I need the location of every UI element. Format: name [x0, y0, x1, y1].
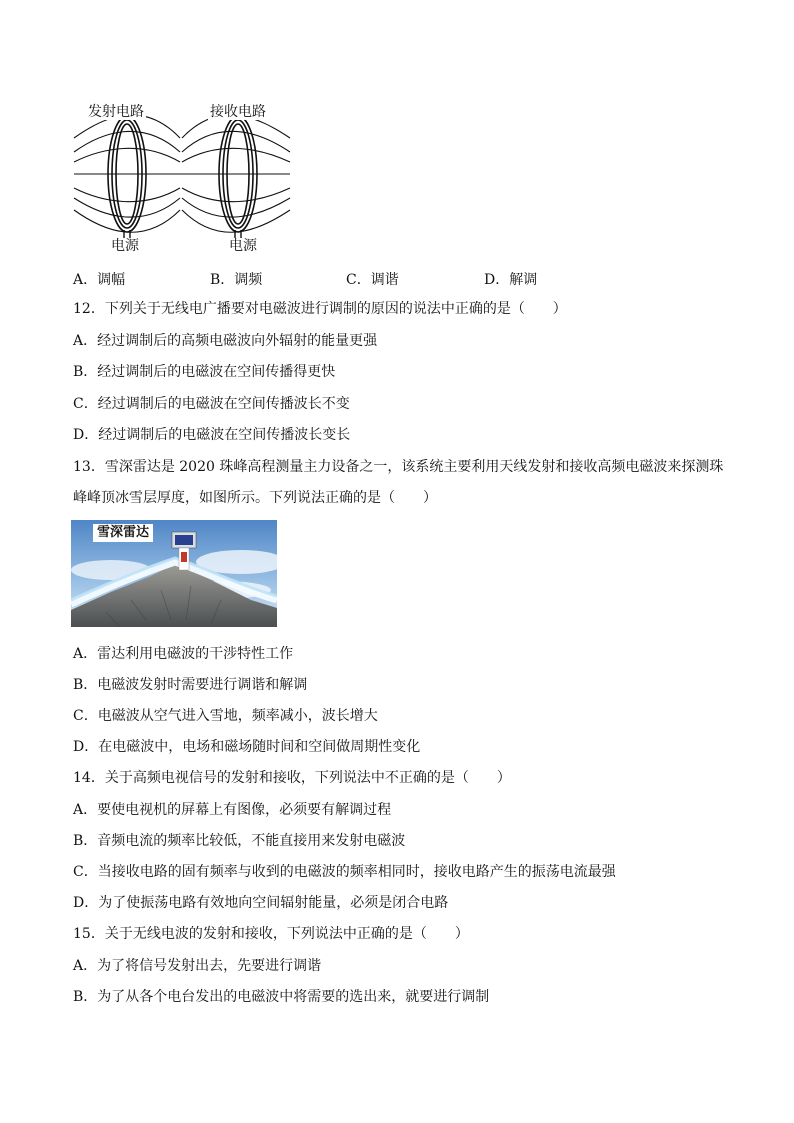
q13-option-d[interactable]: D．在电磁波中，电场和磁场随时间和空间做周期性变化 — [73, 739, 421, 755]
power-source-label-left: 电源 — [111, 238, 139, 254]
q11-option-b[interactable]: B．调频 — [210, 272, 263, 288]
q11-option-a[interactable]: A．调幅 — [73, 272, 126, 288]
q14-option-d[interactable]: D．为了使振荡电路有效地向空间辐射能量，必须是闭合电路 — [73, 895, 449, 911]
q15-option-b[interactable]: B．为了从各个电台发出的电磁波中将需要的选出来，就要进行调制 — [73, 989, 490, 1005]
q12-option-c[interactable]: C．经过调制后的电磁波在空间传播波长不变 — [73, 396, 350, 412]
transmit-circuit-label: 发射电路 — [88, 104, 144, 120]
q14-stem: 14．关于高频电视信号的发射和接收，下列说法中不正确的是（ ） — [73, 770, 511, 786]
receive-circuit-label: 接收电路 — [210, 104, 266, 120]
q11-option-c[interactable]: C．调谐 — [346, 272, 399, 288]
coil-diagram — [72, 98, 294, 258]
q12-option-b[interactable]: B．经过调制后的电磁波在空间传播得更快 — [73, 364, 336, 380]
q14-option-b[interactable]: B．音频电流的频率比较低，不能直接用来发射电磁波 — [73, 833, 406, 849]
coil-circuit-figure — [72, 98, 294, 258]
q15-option-a[interactable]: A．为了将信号发射出去，先要进行调谐 — [73, 958, 322, 974]
q11-options — [73, 269, 593, 287]
q13-stem-line2: 峰峰顶冰雪层厚度，如图所示。下列说法正确的是（ ） — [73, 490, 437, 506]
q12-option-a[interactable]: A．经过调制后的高频电磁波向外辐射的能量更强 — [73, 333, 378, 349]
q15-stem: 15．关于无线电波的发射和接收，下列说法中正确的是（ ） — [73, 926, 469, 942]
q13-option-b[interactable]: B．电磁波发射时需要进行调谐和解调 — [73, 677, 308, 693]
power-source-label-right: 电源 — [229, 238, 257, 254]
q12-stem: 12．下列关于无线电广播要对电磁波进行调制的原因的说法中正确的是（ ） — [73, 301, 567, 317]
q13-option-a[interactable]: A．雷达利用电磁波的干涉特性工作 — [73, 646, 294, 662]
snow-radar-tag: 雪深雷达 — [93, 524, 153, 542]
snow-radar-photo — [71, 520, 277, 627]
q14-option-c[interactable]: C．当接收电路的固有频率与收到的电磁波的频率相同时，接收电路产生的振荡电流最强 — [73, 864, 616, 880]
q14-option-a[interactable]: A．要使电视机的屏幕上有图像，必须要有解调过程 — [73, 802, 392, 818]
q13-option-c[interactable]: C．电磁波从空气进入雪地，频率减小，波长增大 — [73, 708, 378, 724]
q11-option-d[interactable]: D．解调 — [484, 272, 538, 288]
q13-stem-line1: 13．雪深雷达是 2020 珠峰高程测量主力设备之一，该系统主要利用天线发射和接收高频电磁波来探测珠 — [73, 459, 724, 475]
q12-option-d[interactable]: D．经过调制后的电磁波在空间传播波长变长 — [73, 427, 351, 443]
